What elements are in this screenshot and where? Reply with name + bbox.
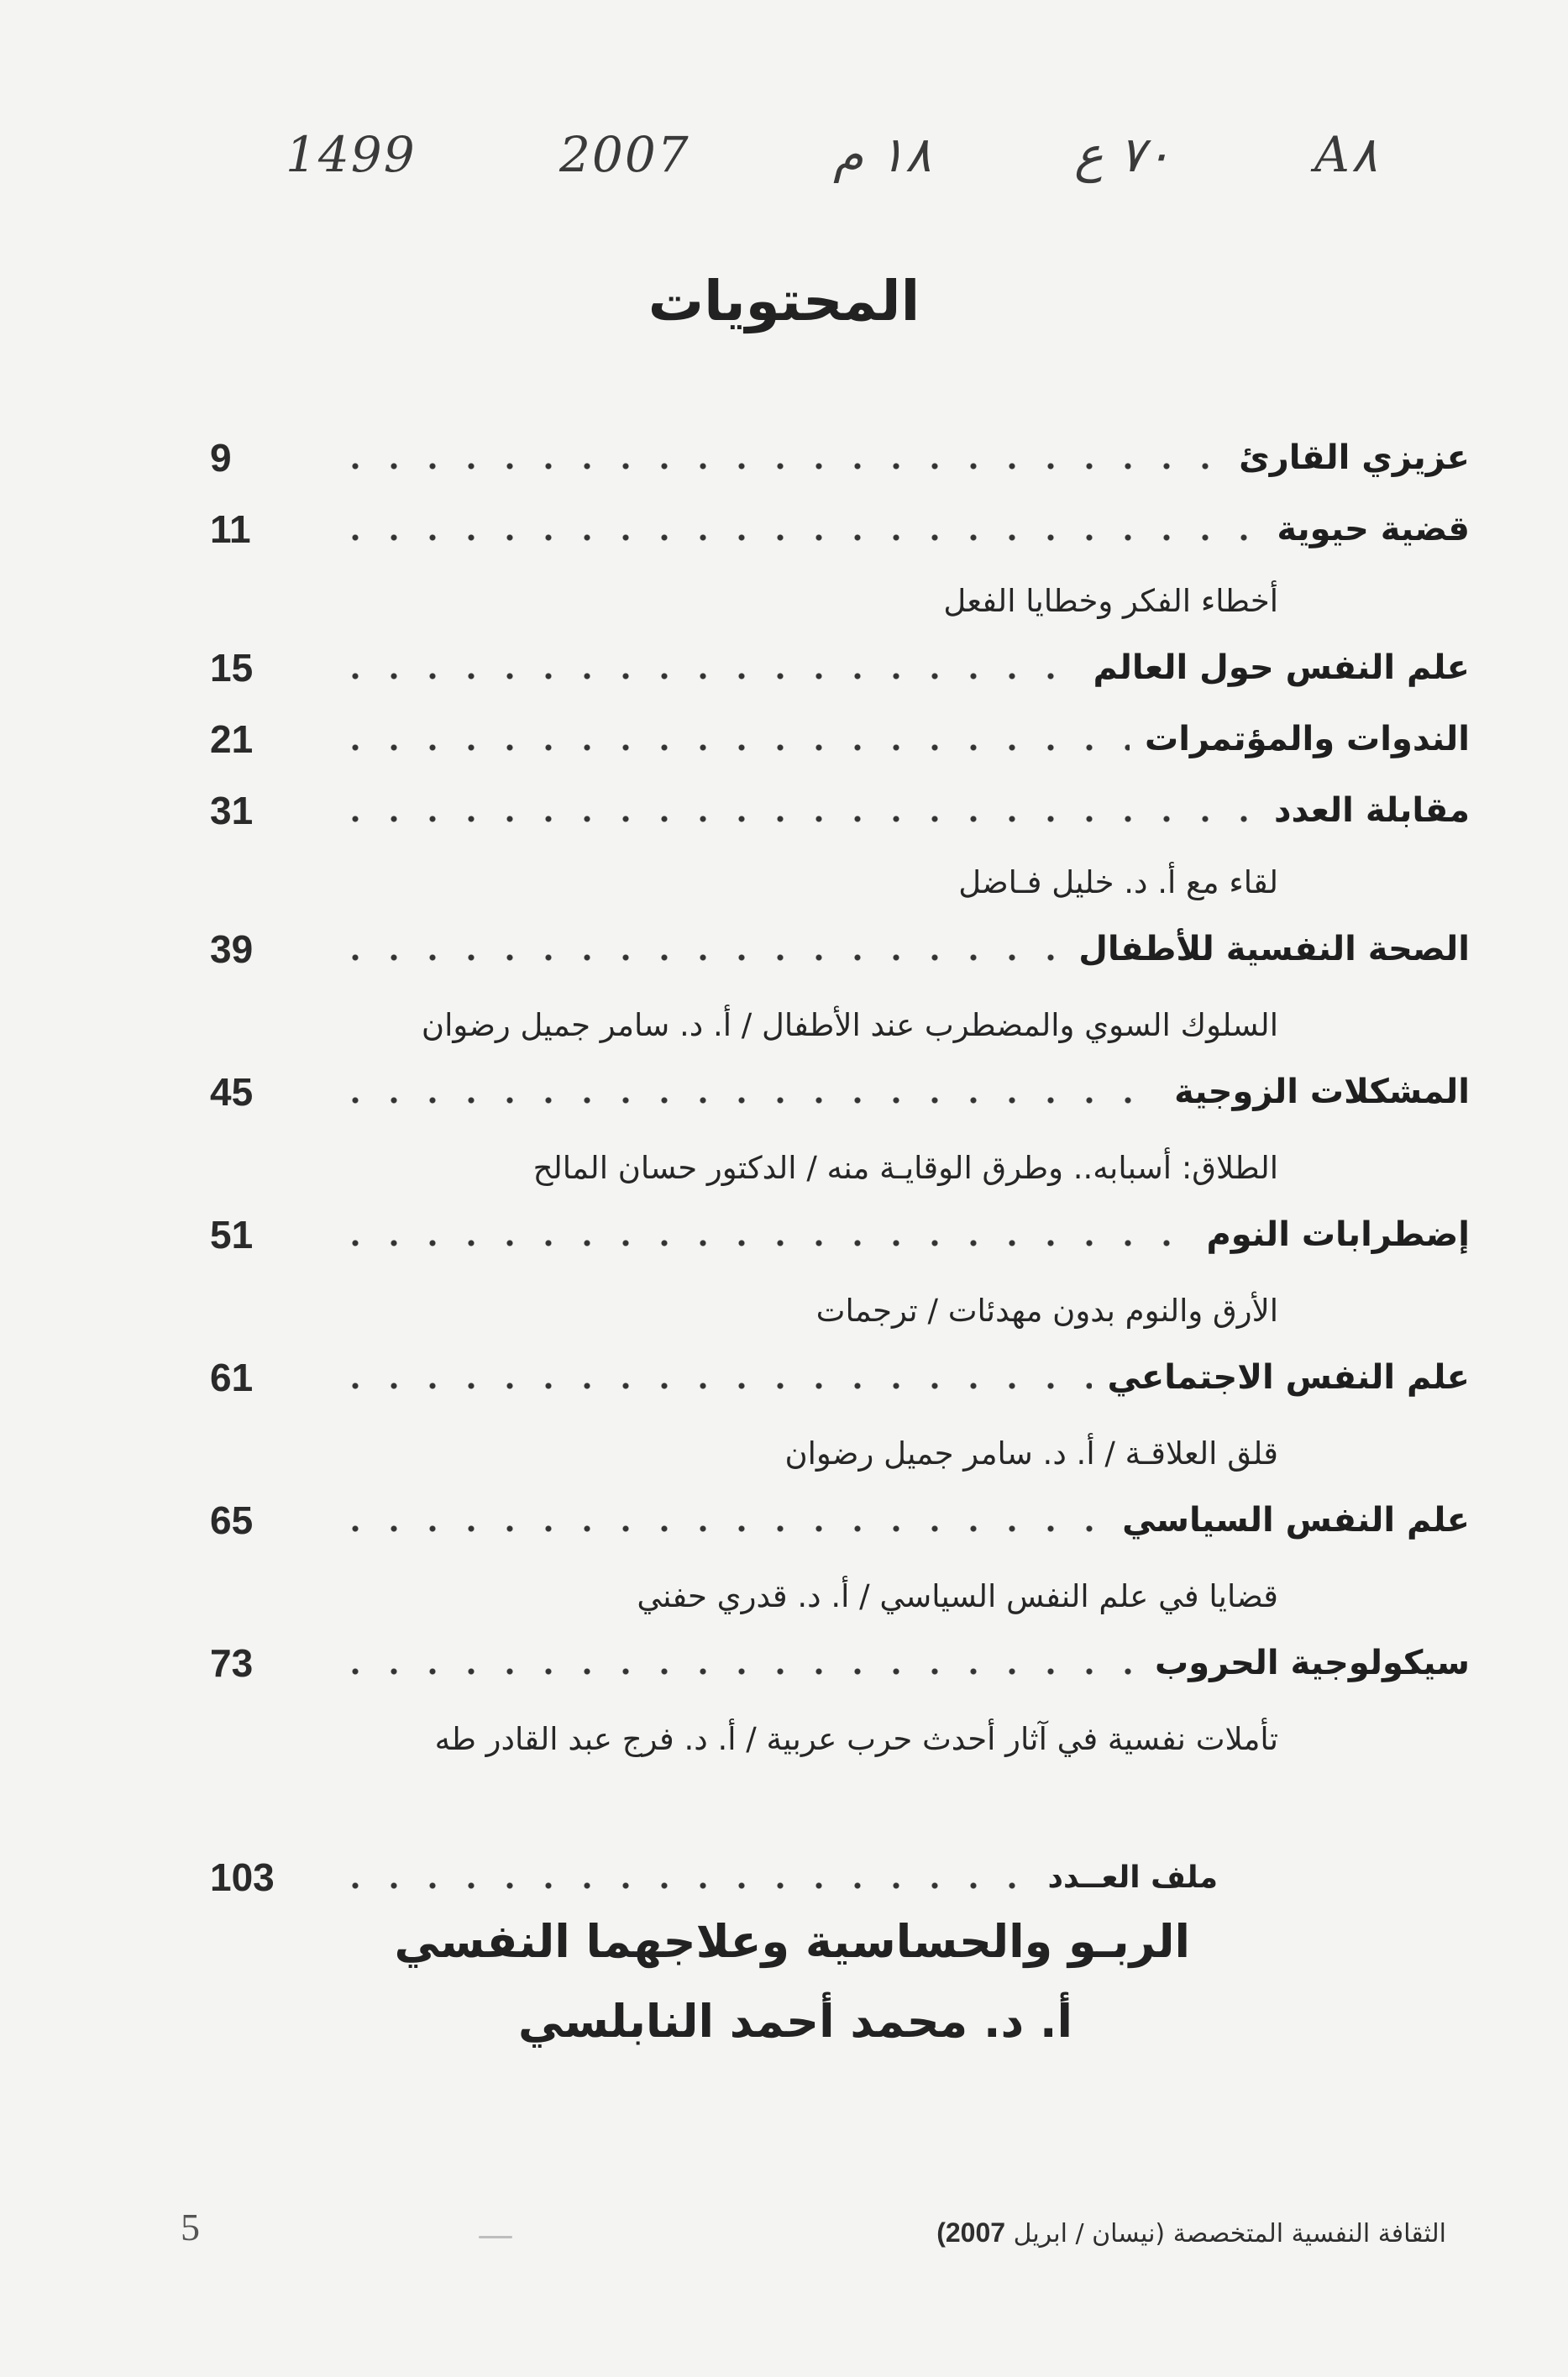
- issue-year: 2007): [936, 2217, 1006, 2248]
- toc-entry: [210, 1629, 1470, 1697]
- toc-page-number: 45: [210, 1070, 254, 1114]
- toc-page-number: 65: [210, 1498, 254, 1542]
- page-number: 5: [181, 2206, 200, 2248]
- journal-footer: [936, 2217, 1446, 2248]
- toc-title: الصحة النفسية للأطفال: [1078, 930, 1470, 968]
- toc-subtitle: لقاء مع أ. د. خليل فـاضل: [958, 863, 1278, 900]
- toc-title: المشكلات الزوجية: [1174, 1073, 1470, 1111]
- toc-entry: [210, 1058, 1470, 1126]
- toc-subtitle: الأرق والنوم بدون مهدئات / ترجمات: [815, 1292, 1278, 1329]
- toc-page-number: 61: [210, 1356, 254, 1399]
- handwritten-mark: 1499: [286, 126, 417, 183]
- toc-page-number: 103: [210, 1855, 275, 1899]
- toc-page-number: 39: [210, 927, 254, 971]
- toc-page-number: 9: [210, 436, 232, 480]
- page-title: المحتويات: [648, 269, 920, 333]
- toc-page-number: 15: [210, 646, 254, 690]
- feature-entry: [210, 1844, 1218, 1911]
- toc-page-number: 21: [210, 717, 254, 761]
- feature-label: ملف العــدد: [1047, 1860, 1218, 1895]
- toc-subtitle: قضايا في علم النفس السياسي / أ. د. قدري حفني: [637, 1577, 1278, 1614]
- dot-leader: [336, 1523, 1107, 1535]
- dot-leader: [336, 1880, 1033, 1892]
- toc-title: علم النفس السياسي: [1122, 1501, 1470, 1540]
- dot-leader: [336, 460, 1224, 472]
- toc-page-number: 11: [210, 507, 251, 551]
- handwritten-mark: ١٨ م: [833, 126, 931, 183]
- toc-entry: [210, 424, 1470, 491]
- feature-title: الربـو والحساسية وعلاجهما النفسي: [394, 1915, 1190, 1968]
- dot-leader: [336, 532, 1261, 543]
- dot-leader: [336, 813, 1259, 825]
- dot-leader: [336, 670, 1078, 682]
- dot-leader: [336, 1237, 1191, 1249]
- handwritten-mark: 2007: [559, 126, 690, 183]
- dot-leader: [336, 1094, 1159, 1106]
- toc-subtitle: الطلاق: أسبابه.. وطرق الوقايـة منه / الدكتور حسان المالح: [532, 1149, 1278, 1186]
- toc-entry: [210, 916, 1470, 983]
- toc-title: علم النفس حول العالم: [1093, 648, 1470, 687]
- issue-month: (نيسان / ابريل: [1013, 2219, 1166, 2248]
- toc-subtitle: السلوك السوي والمضطرب عند الأطفال / أ. د. سامر جميل رضوان: [421, 1006, 1278, 1043]
- toc-entry: [210, 777, 1470, 844]
- feature-author: أ. د. محمد أحمد النابلسي: [517, 1995, 1072, 2048]
- toc-title: مقابلة العدد: [1273, 791, 1470, 830]
- toc-entry: [210, 1487, 1470, 1554]
- toc-title: عزيزي القارئ: [1239, 438, 1470, 477]
- toc-page-number: 31: [210, 789, 254, 832]
- toc-entry: [210, 1201, 1470, 1268]
- dot-leader: [336, 952, 1063, 963]
- toc-entry: [210, 496, 1470, 563]
- dot-leader: [336, 1380, 1092, 1392]
- toc-page-number: 73: [210, 1641, 254, 1685]
- toc-title: قضية حيوية: [1277, 510, 1470, 548]
- handwritten-archive-note: [286, 126, 1377, 183]
- dot-leader: [336, 1666, 1140, 1677]
- toc-title: الندوات والمؤتمرات: [1145, 720, 1470, 758]
- toc-subtitle: قلق العلاقـة / أ. د. سامر جميل رضوان: [784, 1435, 1278, 1472]
- handwritten-mark: A٨: [1314, 126, 1377, 183]
- toc-subtitle: تأملات نفسية في آثار أحدث حرب عربية / أ. د. فرج عبد القادر طه: [434, 1720, 1278, 1757]
- toc-title: إضطرابات النوم: [1206, 1215, 1470, 1254]
- toc-subtitle: أخطاء الفكر وخطايا الفعل: [943, 582, 1278, 619]
- toc-entry: [210, 634, 1470, 701]
- handwritten-mark: ٧٠ ع: [1074, 126, 1172, 183]
- toc-title: سيكولوجية الحروب: [1155, 1644, 1470, 1682]
- toc-entry: [210, 1344, 1470, 1411]
- dot-leader: [336, 742, 1130, 753]
- toc-entry: [210, 706, 1470, 773]
- toc-title: علم النفس الاجتماعي: [1107, 1358, 1470, 1397]
- journal-name: الثقافة النفسية المتخصصة: [1172, 2219, 1446, 2248]
- scan-mark: [479, 2236, 512, 2238]
- toc-page-number: 51: [210, 1213, 254, 1257]
